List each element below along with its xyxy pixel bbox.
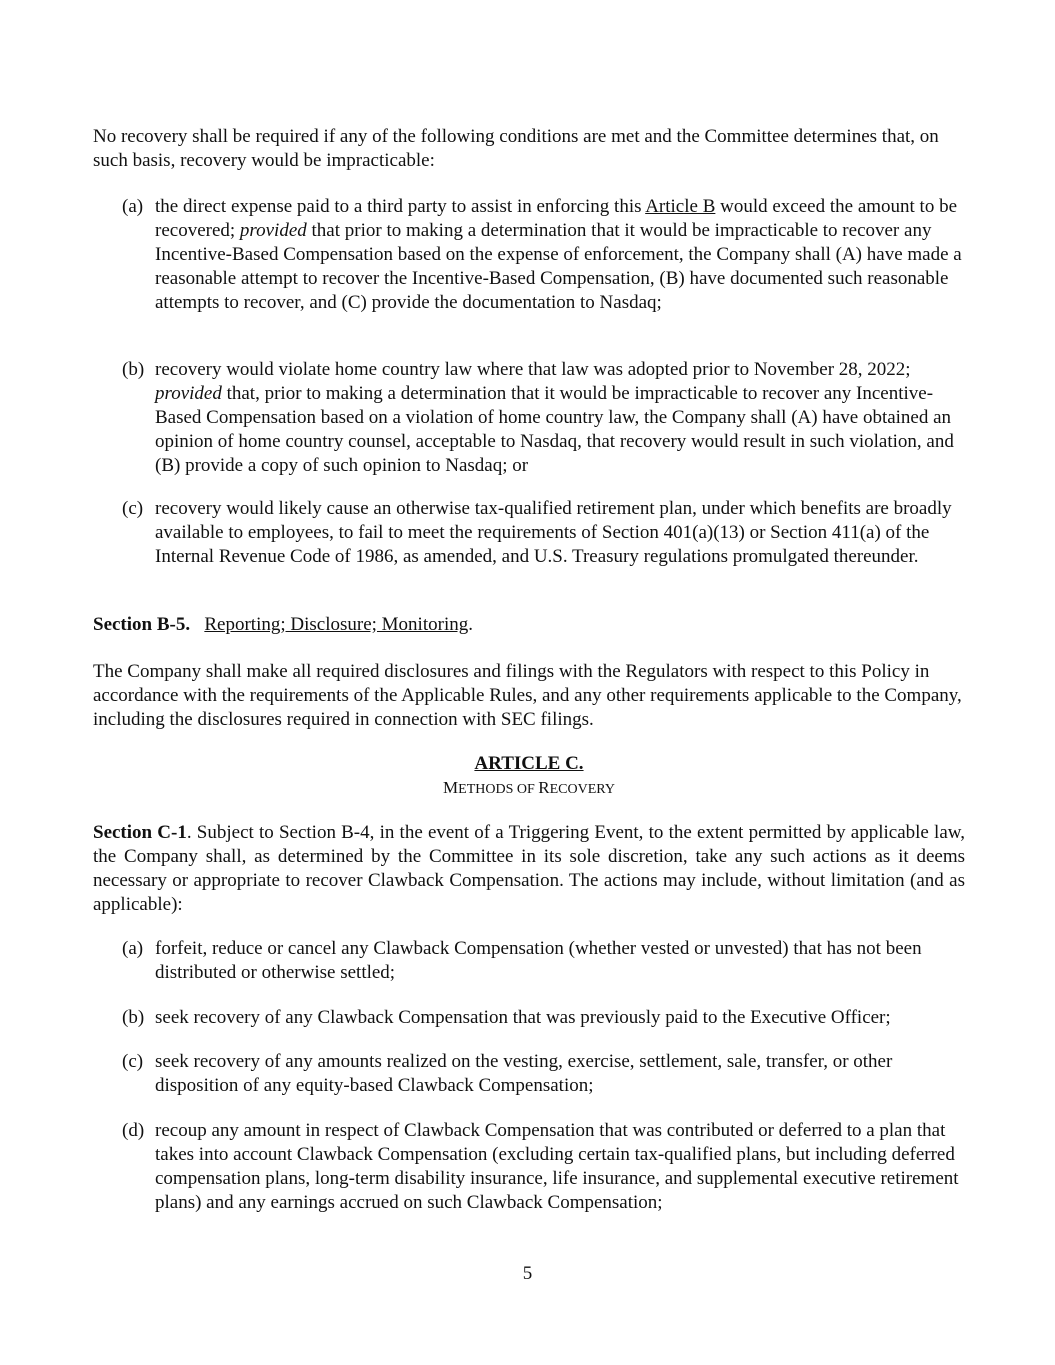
recovery-actions-list-b: [122, 1006, 965, 1030]
page-number: 5: [522, 1263, 533, 1284]
list-item-c: (c) seek recovery of any amounts realized on the vesting, exercise, settlement, sale, transfer, or other disposition of any equity-based Clawback Compensation;: [122, 1051, 893, 1096]
impracticability-list: [122, 195, 965, 315]
article-b-link[interactable]: Article B: [645, 196, 716, 217]
article-subheading: METHODS OF RECOVERY: [443, 778, 615, 797]
list-item-a: (a) forfeit, reduce or cancel any Clawback Compensation (whether vested or unvested) that has not been distributed or otherwise settled;: [122, 938, 922, 983]
section-title: Reporting; Disclosure; Monitoring: [204, 614, 469, 635]
list-item-b: (b) seek recovery of any Clawback Compensation that was previously paid to the Executive Officer;: [122, 1007, 891, 1028]
impracticability-list-c: [122, 497, 965, 569]
list-item-a: (a) the direct expense paid to a third party to assist in enforcing this Article B would exceed the amount to be recovered; provided that prior to making a determination that it would be impracticable to recover any Incentive-Based Compensation based on the expense of enforcement, the Company shall (A) have made a reasonable attempt to recover the Incentive-Based Compensation, (B) have documented such reasonable attempts to recover, and (C) provide the documentation to Nasdaq;: [122, 196, 962, 313]
intro-paragraph: No recovery shall be required if any of the following conditions are met and the Committee determines that, on such basis, recovery would be impracticable:: [93, 126, 939, 171]
section-c1-paragraph: Section C-1. Subject to Section B-4, in the event of a Triggering Event, to the extent permitted by applicable law, the Company shall, as determined by the Committee in its sole discretion, take any such actions as it deems necessary or appropriate to recover Clawback Compensation. The actions may include, without limitation (and as applicable):: [93, 822, 965, 915]
list-label: (d): [122, 1120, 145, 1141]
section-b5-heading: Section B-5. Reporting; Disclosure; Monitoring.: [93, 614, 473, 635]
recovery-actions-list: [122, 937, 965, 985]
list-item-d: (d) recoup any amount in respect of Clawback Compensation that was contributed or deferred to a plan that takes into account Clawback Compensation (excluding certain tax-qualified plans, but including deferred compensation plans, long-term disability insurance, life insurance, and supplemental executive retirement plans) and any earnings accrued on such Clawback Compensation;: [122, 1120, 959, 1213]
list-label: (a): [122, 938, 144, 959]
recovery-actions-list-d: [122, 1119, 965, 1215]
list-item-c: (c) recovery would likely cause an otherwise tax-qualified retirement plan, under which benefits are broadly available to employees, to fail to meet the requirements of Section 401(a)(13) or Section 411(a) of the Internal Revenue Code of 1986, as amended, and U.S. Treasury regulations promulgated thereunder.: [122, 498, 952, 567]
section-label: Section B-5.: [93, 614, 191, 635]
list-label: (b): [122, 1007, 145, 1028]
recovery-actions-list-c: [122, 1050, 965, 1098]
list-label: (c): [122, 1051, 144, 1072]
impracticability-list-b: [122, 358, 965, 478]
list-label: (b): [122, 359, 145, 380]
article-heading: ARTICLE C.: [474, 753, 584, 774]
section-label: Section C-1: [93, 822, 187, 843]
list-label: (c): [122, 498, 144, 519]
list-item-b: (b) recovery would violate home country law where that law was adopted prior to November 28, 2022; provided that, prior to making a determination that it would be impracticable to recover any Incentive-Based Compensation based on a violation of home country law, the Company shall (A) have obtained an opinion of home country counsel, acceptable to Nasdaq, that recovery would result in such violation, and (B) provide a copy of such opinion to Nasdaq; or: [122, 359, 954, 476]
b5-body-paragraph: The Company shall make all required disclosures and filings with the Regulators with respect to this Policy in accordance with the requirements of the Applicable Rules, and any other requirements applicable to the Company, including the disclosures required in connection with SEC filings.: [93, 661, 962, 730]
list-label: (a): [122, 196, 144, 217]
